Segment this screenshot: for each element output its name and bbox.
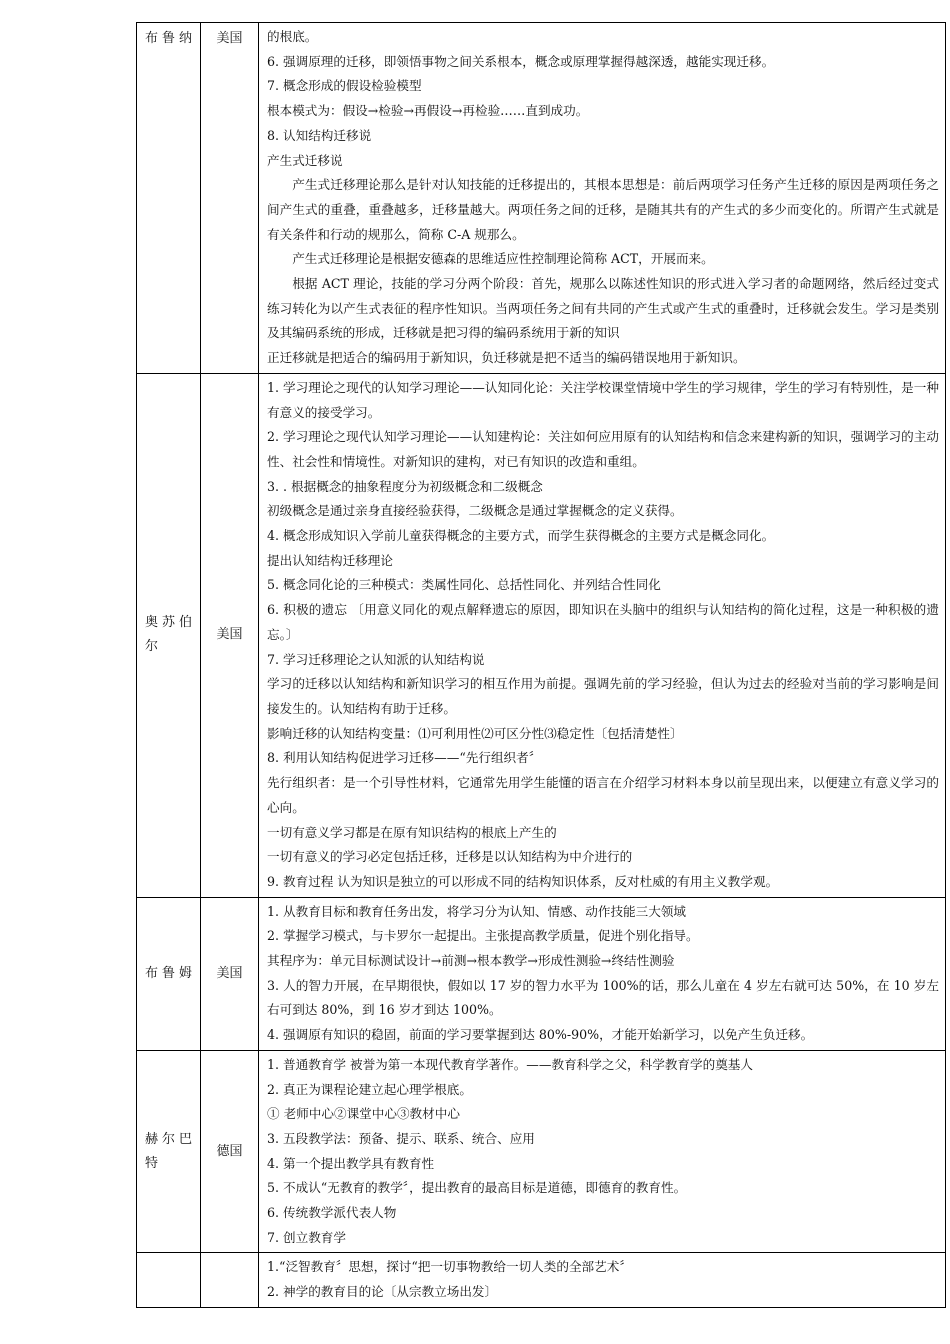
content-line: 根据 ACT 理论，技能的学习分两个阶段：首先，规那么以陈述性知识的形式进入学习者的命题网络，然后经过变式练习转化为以产生式表征的程序性知识。当两项任务之间有共同的产生式或产生式的重叠时，迁移就会发生。学习是类别及其编码系统的形成，迁移就是把习得的编码系统用于新的知识: [267, 276, 939, 341]
country-cell: 德国: [201, 1050, 259, 1253]
content-line: 2. 掌握学习模式，与卡罗尔一起提出。主张提高教学质量，促进个别化指导。: [267, 928, 699, 944]
table-body: [137, 23, 946, 1308]
content-line: 5. 不成认“无教育的教学〞，提出教育的最高目标是道德，即德育的教育性。: [267, 1180, 687, 1196]
content-line: 一切有意义学习都是在原有知识结构的根底上产生的: [267, 824, 557, 840]
content-cell: [259, 897, 946, 1050]
content-line: 1. 学习理论之现代的认知学习理论——认知同化论：关注学校课堂情境中学生的学习规律，学生的学习有特别性，是一种有意义的接受学习。: [267, 379, 939, 420]
content-line: 正迁移就是把适合的编码用于新知识，负迁移就是把不适当的编码错误地用于新知识。: [267, 350, 746, 366]
content-cell: [259, 1050, 946, 1253]
content-line: 1.“泛智教育〞思想，探讨“把一切事物教给一切人类的全部艺术〞: [267, 1259, 632, 1275]
figures-table: [136, 22, 946, 1308]
content-line: 学习的迁移以认知结构和新知识学习的相互作用为前提。强调先前的学习经验，但认为过去的经验对当前的学习影响是间接发生的。认知结构有助于迁移。: [267, 676, 939, 716]
content-line: ① 老师中心②课堂中心③教材中心: [267, 1106, 460, 1122]
country-cell: 美国: [201, 897, 259, 1050]
table-row: [137, 897, 946, 1050]
content-line: 7. 创立教育学: [267, 1229, 346, 1245]
country-cell: 美国: [201, 373, 259, 897]
content-line: 产生式迁移说: [267, 152, 343, 168]
person-name-cell: 奥苏伯尔: [137, 373, 201, 897]
content-line: 8. 利用认知结构促进学习迁移——“先行组织者〞: [267, 750, 542, 766]
content-line: 4. 强调原有知识的稳固，前面的学习要掌握到达 80%-90%，才能开始新学习，以免产生负迁移。: [267, 1027, 814, 1043]
content-line: 提出认知结构迁移理论: [267, 552, 393, 568]
content-line: 4. 第一个提出教学具有教育性: [267, 1155, 435, 1171]
content-line: 8. 认知结构迁移说: [267, 127, 372, 143]
content-cell: [259, 23, 946, 374]
content-cell: [259, 373, 946, 897]
content-line: 7. 概念形成的假设检验模型: [267, 78, 422, 94]
content-line: 6. 传统教学派代表人物: [267, 1205, 397, 1221]
content-line: 3. . 根据概念的抽象程度分为初级概念和二级概念: [267, 478, 543, 494]
content-line: 产生式迁移理论是根据安德森的思维适应性控制理论简称 ACT，开展而来。: [292, 251, 714, 267]
content-line: 其程序为：单元目标测试设计→前测→根本教学→形成性测验→终结性测验: [267, 953, 675, 969]
table-row: [137, 1253, 946, 1307]
content-line: 6. 积极的遗忘 〔用意义同化的观点解释遗忘的原因，即知识在头脑中的组织与认知结构的简化过程，这是一种积极的遗忘。〕: [267, 602, 939, 642]
content-line: 根本模式为：假设→检验→再假设→再检验……直到成功。: [267, 103, 589, 119]
person-name-cell: 赫尔巴特: [137, 1050, 201, 1253]
content-line: 4. 概念形成知识入学前儿童获得概念的主要方式，而学生获得概念的主要方式是概念同化。: [267, 528, 775, 544]
country-cell: [201, 1253, 259, 1307]
content-line: 的根底。: [267, 29, 318, 44]
content-line: 1. 普通教育学 被誉为第一本现代教育学著作。——教育科学之父，科学教育学的奠基人: [267, 1056, 753, 1072]
content-line: 2. 神学的教育目的论〔从宗教立场出发〕: [267, 1284, 498, 1300]
content-cell: [259, 1253, 946, 1307]
content-line: 6. 强调原理的迁移，即领悟事物之间关系根本，概念或原理掌握得越深透，越能实现迁移。: [267, 53, 775, 69]
country-cell: 美国: [201, 23, 259, 374]
content-line: 先行组织者：是一个引导性材料，它通常先用学生能懂的语言在介绍学习材料本身以前呈现出来，以便建立有意义学习的心向。: [267, 775, 939, 815]
person-name-cell: 布鲁姆: [137, 897, 201, 1050]
content-line: 9. 教育过程 认为知识是独立的可以形成不同的结构知识体系，反对杜威的有用主义教学观。: [267, 873, 779, 889]
content-line: 影响迁移的认知结构变量：⑴可利用性⑵可区分性⑶稳定性〔包括清楚性〕: [267, 725, 683, 741]
content-line: 1. 从教育目标和教育任务出发，将学习分为认知、情感、动作技能三大领域: [267, 903, 687, 919]
content-line: 2. 真正为课程论建立起心理学根底。: [267, 1081, 472, 1097]
content-line: 初级概念是通过亲身直接经验获得，二级概念是通过掌握概念的定义获得。: [267, 503, 683, 519]
content-line: 一切有意义的学习必定包括迁移，迁移是以认知结构为中介进行的: [267, 849, 633, 865]
table-row: [137, 23, 946, 374]
content-line: 3. 五段教学法：预备、提示、联系、统合、应用: [267, 1130, 535, 1146]
person-name-cell: [137, 1253, 201, 1307]
table-row: [137, 1050, 946, 1253]
content-line: 3. 人的智力开展，在早期很快，假如以 17 岁的智力水平为 100%的话，那么儿童在 4 岁左右就可达 50%，在 10 岁左右可到达 80%，到 16 岁才到达 100%。: [267, 977, 939, 1018]
content-line: 2. 学习理论之现代认知学习理论——认知建构论：关注如何应用原有的认知结构和信念来建构新的知识，强调学习的主动性、社会性和情境性。对新知识的建构，对已有知识的改造和重组。: [267, 429, 939, 469]
person-name-cell: 布鲁纳: [137, 23, 201, 374]
content-line: 7. 学习迁移理论之认知派的认知结构说: [267, 651, 485, 667]
table-row: [137, 373, 946, 897]
content-line: 5. 概念同化论的三种模式：类属性同化、总括性同化、并列结合性同化: [267, 577, 661, 593]
content-line: 产生式迁移理论那么是针对认知技能的迁移提出的，其根本思想是：前后两项学习任务产生迁移的原因是两项任务之间产生式的重叠，重叠越多，迁移量越大。两项任务之间的迁移，是随其共有的产生式的多少而变化的。所谓产生式就是有关条件和行动的规那么，简称 C-A 规那么。: [267, 177, 939, 242]
